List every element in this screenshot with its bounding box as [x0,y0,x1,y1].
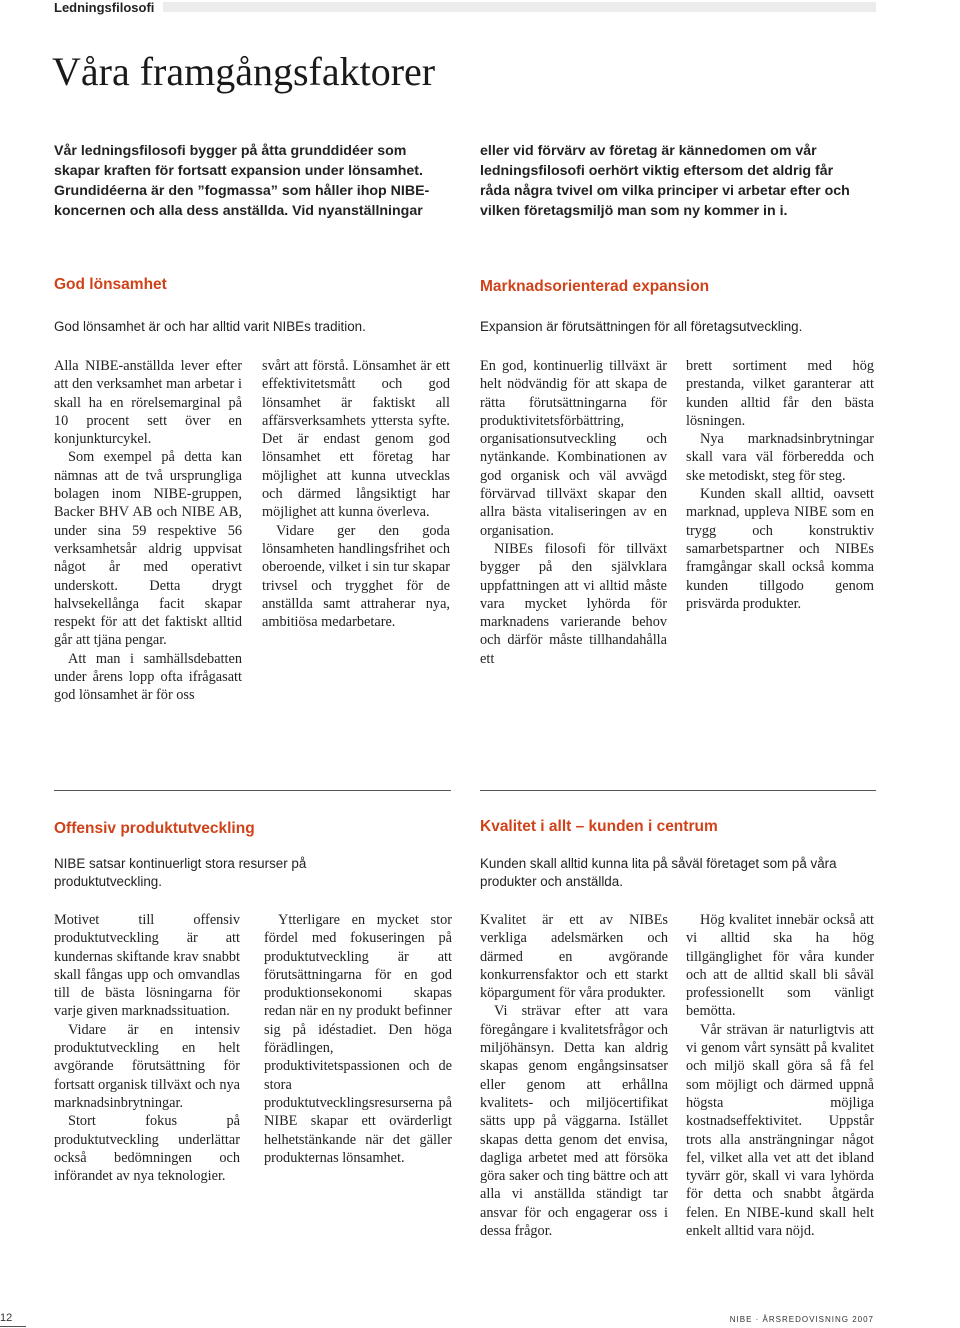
paragraph: Ytterligare en mycket stor fördel med fokuseringen på produktutveckling är att förutsättningarna för en god produktionsekonomi skapas redan när en ny produkt befinner sig på idéstadiet. Den höga förädlingen, produktivitetspassionen och de stora produktutvecklingsresurserna på NIBE skapar ett ovärderligt helhetstänkande när det gäller produkternas lönsamhet. [264,912,452,1166]
produktutveckling-col1 [54,911,240,1185]
paragraph: Vidare är en intensiv produktutveckling en helt avgörande förutsättning för fortsatt organisk tillväxt och nya marknadsinbrytningar. [54,1021,240,1111]
paragraph: Vidare ger den goda lönsamheten handlingsfrihet och oberoende, vilket i sin tur skapar trivsel och trygghet för de anställda samt attraherar nya, ambitiösa medarbetare. [262,522,450,631]
paragraph: Att man i samhällsdebatten under årens lopp ofta ifrågasatt god lönsamhet är för oss [54,650,242,704]
paragraph: Hög kvalitet innebär också att vi alltid ska ha hög tillgänglighet för våra kunder och att de alltid skall bli såväl professionellt som vänligt bemötta. [686,912,874,1020]
paragraph: Nya marknadsinbrytningar skall vara väl förberedda och ske metodiskt, steg för steg. [686,431,874,484]
heading-expansion: Marknadsorienterad expansion [480,278,710,295]
paragraph: Motivet till offensiv produktutveckling är att kundernas skiftande krav snabbt skall fångas upp och omvandlas till de bästa lösningarna för varje given marknadssituation. [54,912,240,1020]
paragraph: Vi strävar efter att vara föregångare i kvalitetsfrågor och miljöhänsyn. Detta kan aldrig skapas genom engångsinsatser eller genom att erhållna kvalitets- och miljöcertifikat sätts upp på väggarna. Istället skapas detta genom det envisa, dagliga arbetet med att försöka göra saker och ting bättre och att alla vi anställda ständigt tar ansvar för och engagerar oss i dessa frågor. [480,1003,668,1240]
intro-right [480,141,900,221]
header-bar [163,2,876,12]
kvalitet-col2 [686,911,874,1240]
divider-right [480,790,876,791]
produktutveckling-col2 [264,911,452,1167]
intro-line: koncernen och alla dess anställda. Vid nyanställningar [54,203,423,219]
intro-left [54,141,454,221]
heading-lonsamhet: God lönsamhet [54,276,167,293]
expansion-col1 [480,357,667,668]
divider-left [54,790,451,791]
intro-line: Vår ledningsfilosofi bygger på åtta grunddidéer som [54,143,407,159]
intro-line: Grundidéerna är den ”fogmassa” som håller ihop NIBE- [54,183,430,199]
lonsamhet-col1 [54,357,242,705]
paragraph: Stort fokus på produktutveckling underlättar också bedömningen och införandet av nya teknologier. [54,1113,240,1185]
heading-produktutveckling: Offensiv produktutveckling [54,820,255,837]
publication-name: NIBE · ÅRSREDOVISNING 2007 [729,1315,874,1324]
paragraph: svårt att förstå. Lönsamhet är ett effektivitetsmått och god lönsamhet är faktiskt all affärsverksamhets yttersta syfte. Det är endast genom god lönsamhet ett företag har möjlighet att kunna utvecklas och därmed långsiktigt har möjlighet att kunna överleva. [262,358,450,521]
paragraph: En god, kontinuerlig tillväxt är helt nödvändig för att skapa de rätta förutsättningarna för produktivitetsförbättring, organisationsutveckling och nytänkande. Kombinationen av god organisk och väl avvägd förvärvad tillväxt skapar den allra bästa vitaliseringen av en organisation. [480,358,667,539]
paragraph: Vår strävan är naturligtvis att vi genom vårt synsätt på kvalitet och miljö skall göra så få fel som möjligt och därmed uppnå högsta möjliga kostnadseffektivitet. Uppstår trots alla ansträngningar något fel, vilket alla vet att det ibland tyvärr gör, skall vi vara lyhörda för detta och snabbt åtgärda felen. En NIBE-kund skall helt enkelt alltid vara nöjd. [686,1021,874,1240]
lonsamhet-col2 [262,357,450,631]
subhead-expansion: Expansion är förutsättningen för all företagsutveckling. [480,319,803,334]
subhead-lonsamhet: God lönsamhet är och har alltid varit NIBEs tradition. [54,319,366,334]
paragraph: Som exempel på detta kan nämnas att de två ursprungliga bolagen inom NIBE-gruppen, Backer BHV AB och NIBE AB, under sina 59 respektive 56 verksamhetsår aldrig uppvisat något år med operativt underskott. Detta drygt halvsekellånga facit skapar respekt för att det faktiskt alltid går att tjäna pengar. [54,449,242,649]
expansion-col2 [686,357,874,613]
footer-rule [0,1326,26,1327]
heading-kvalitet: Kvalitet i allt – kunden i centrum [480,818,718,835]
paragraph: NIBEs filosofi för tillväxt bygger på den självklara uppfattningen att vi alltid måste vara mycket lyhörda för marknadens varierande behov och därför måste tillhandahålla ett [480,540,667,667]
paragraph: Kvalitet är ett av NIBEs verkliga adelsmärken och därmed en avgörande konkurrensfaktor och ett starkt köpargument för våra produkter. [480,912,668,1002]
intro-line: ledningsfilosofi oerhört viktig eftersom det aldrig får [480,163,834,179]
subhead-produktutveckling: NIBE satsar kontinuerligt stora resurser på produktutveckling. [54,856,307,889]
intro-line: råda några tvivel om vilka principer vi arbetar efter och [480,183,850,199]
section-label: Ledningsfilosofi [54,0,155,15]
intro-line: skapar kraften för fortsatt expansion under lönsamhet. [54,163,423,179]
paragraph: brett sortiment med hög prestanda, vilket garanterar att kunden alltid får den bästa lösningen. [686,358,874,429]
intro-line: vilken företagsmiljö man som ny kommer in i. [480,203,788,219]
intro-line: eller vid förvärv av företag är kännedomen om vår [480,143,817,159]
page-title: Våra framgångsfaktorer [52,49,436,94]
paragraph: Alla NIBE-anställda lever efter att den verksamhet man arbetar i skall ha en rörelsemarginal på 10 procent sett över en konjunkturcykel. [54,358,242,448]
kvalitet-col1 [480,911,668,1240]
subhead-kvalitet: Kunden skall alltid kunna lita på såväl företaget som på våra produkter och anställda. [480,856,837,889]
paragraph: Kunden skall alltid, oavsett marknad, uppleva NIBE som en trygg och konstruktiv samarbetspartner och NIBEs framgångar skall också komma kunden tillgodo genom prisvärda produkter. [686,486,874,612]
page-number: 12 [0,1312,13,1324]
